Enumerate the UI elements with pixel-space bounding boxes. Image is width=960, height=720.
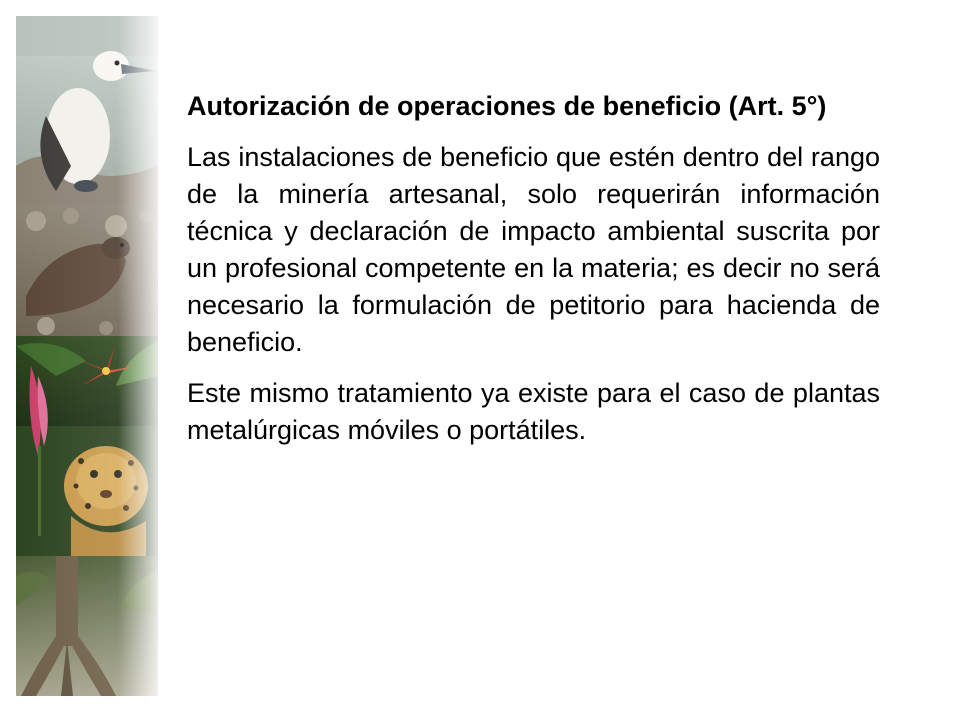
nature-collage-image	[16, 16, 158, 696]
slide-content	[187, 88, 880, 449]
paragraph-1: Las instalaciones de beneficio que estén dentro del rango de la minería artesanal, solo requerirán información técnica y declaración de impacto ambiental suscrita por un profesional competente en la materia; es decir no será necesario la formulación de petitorio para hacienda de beneficio.	[187, 142, 880, 357]
paragraph-2: Este mismo tratamiento ya existe para el caso de plantas metalúrgicas móviles o portátiles.	[187, 378, 880, 445]
slide-heading: Autorización de operaciones de beneficio (Art. 5°)	[187, 91, 827, 121]
